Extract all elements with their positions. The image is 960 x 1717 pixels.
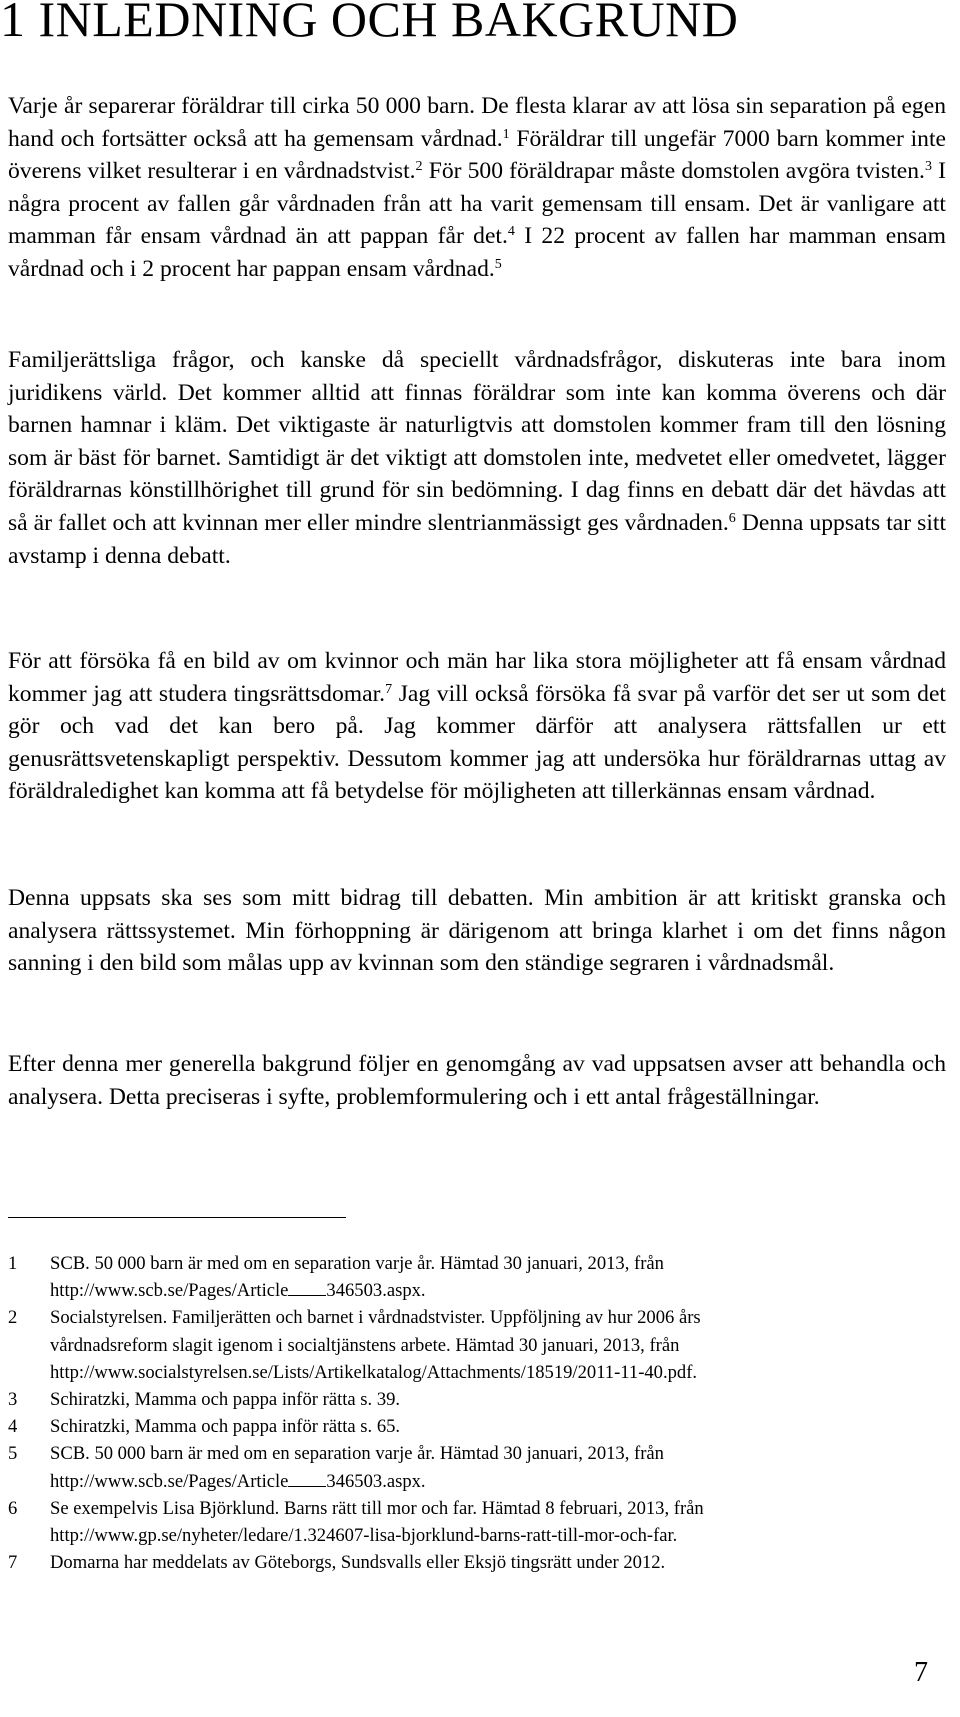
footnote-ref[interactable]: 6	[728, 510, 736, 526]
footnote-text: SCB. 50 000 barn är med om en separation varje år. Hämtad 30 januari, 2013, från	[50, 1253, 664, 1274]
footnote-item	[8, 1386, 908, 1413]
sentence: Familjerättsliga frågor, och kanske då speciellt vårdnadsfrågor, diskuteras inte bara inom juridikens värld. Det kommer alltid att finnas föräldrar som inte kan komma överens och där barnen hamnar i kläm. Det viktigaste är naturligtvis att domstolen kommer fram till den lösning som är bäst för barnet. Samtidigt är det viktigt att domstolen inte, medvetet eller omedvetet, lägger föräldrarnas könstillhörighet till grund för sin bedömning. I dag finns en debatt där det hävdas att så är fallet och att kvinnan mer eller mindre slentrianmässigt ges vårdnaden.	[8, 347, 946, 536]
footnote-text: Schiratzki, Mamma och pappa inför rätta s. 39.	[50, 1389, 401, 1411]
footnote-item	[8, 1440, 908, 1494]
sentence: För att försöka få en bild av om kvinnor och män har lika stora möjligheter att få ensam vårdnad kommer jag att studera tingsrättsdomar.	[8, 648, 946, 707]
footnote-list	[8, 1250, 908, 1576]
underline-gap	[288, 1279, 326, 1296]
footnote-ref[interactable]: 7	[385, 681, 393, 697]
footnote-separator	[8, 1217, 346, 1218]
footnote-number: 4	[8, 1416, 18, 1438]
footnote-item	[8, 1495, 908, 1549]
chapter-heading: 1 INLEDNING OCH BAKGRUND	[0, 0, 739, 47]
paragraph-outline: Efter denna mer generella bakgrund följer en genomgång av vad uppsatsen avser att behandla och analysera. Detta preciseras i syfte, problemformulering och i ett antal frågeställningar.	[8, 1051, 946, 1110]
footnote-number: 3	[8, 1389, 18, 1411]
sentence: Varje år separerar föräldrar till cirka 50 000 barn. De flesta klarar av att lösa sin separation på egen hand och fortsätter också att ha gemensam vårdnad.	[8, 93, 946, 152]
paragraph-background-statistics	[8, 90, 946, 286]
footnote-ref[interactable]: 3	[924, 159, 932, 175]
paragraph-debate	[8, 344, 946, 572]
footnote-number: 1	[8, 1253, 18, 1274]
footnote-text: SCB. 50 000 barn är med om en separation varje år. Hämtad 30 januari, 2013, från	[50, 1443, 664, 1465]
footnote-ref[interactable]: 2	[415, 159, 423, 175]
footnote-item	[8, 1250, 908, 1304]
sentence: I 22 procent av fallen har mamman ensam vårdnad och i 2 procent har pappan ensam vårdnad.	[8, 223, 947, 282]
footnote-text: vårdnadsreform slagit igenom i socialtjänstens arbete. Hämtad 30 januari, 2013, från	[50, 1334, 680, 1356]
footnote-link-part: http://www.scb.se/Pages/Article	[50, 1280, 289, 1302]
sentence: Denna uppsats tar sitt avstamp i denna debatt.	[8, 509, 947, 569]
footnote-link[interactable]	[50, 1277, 908, 1304]
footnote-text: Socialstyrelsen. Familjerätten och barnet i vårdnadstvister. Uppföljning av hur 2006 års	[50, 1307, 701, 1329]
sentence: För 500 föräldrapar måste domstolen avgöra tvisten.	[422, 158, 925, 185]
footnote-ref[interactable]: 5	[494, 256, 502, 272]
footnote-number: 5	[8, 1443, 18, 1465]
footnote-text: Domarna har meddelats av Göteborgs, Sundsvalls eller Eksjö tingsrätt under 2012.	[50, 1552, 666, 1574]
paragraph-ambition: Denna uppsats ska ses som mitt bidrag till debatten. Min ambition är att kritiskt granska och analysera rättssystemet. Min förhoppning är därigenom att bringa klarhet i om det finns någon sanning i den bild som målas upp av kvinnan som den ständige segraren i vårdnadsmål.	[8, 885, 946, 977]
sentence: Jag vill också försöka få svar på varför det ser ut som det gör och vad det kan bero på. Jag kommer därför att analysera rättsfallen ur ett genusrättsvetenskapligt perspektiv. Dessutom kommer jag att undersöka hur föräldrarnas uttag av föräldraledighet kan komma att få betydelse för möjligheten att tillerkännas ensam vårdnad.	[8, 680, 946, 805]
paragraph-method	[8, 645, 946, 808]
footnote-ref[interactable]: 4	[507, 224, 515, 240]
footnote-link[interactable]: http://www.socialstyrelsen.se/Lists/Artikelkatalog/Attachments/18519/2011-11-40.pdf.	[50, 1361, 698, 1383]
footnote-number: 7	[8, 1552, 18, 1574]
footnote-number: 6	[8, 1497, 18, 1519]
footnote-link-part: 346503.aspx.	[326, 1280, 426, 1302]
footnote-ref[interactable]: 1	[502, 126, 510, 142]
footnote-item	[8, 1413, 908, 1440]
sentence: Föräldrar till ungefär 7000 barn kommer inte överens vilket resulterar i en vårdnadstvist.	[8, 125, 946, 185]
footnote-link-part: http://www.scb.se/Pages/Article	[50, 1470, 289, 1492]
underline-gap	[288, 1470, 326, 1487]
footnote-item	[8, 1304, 908, 1386]
footnote-text: Schiratzki, Mamma och pappa inför rätta s. 65.	[50, 1416, 401, 1438]
footnote-link[interactable]: http://www.gp.se/nyheter/ledare/1.324607-lisa-bjorklund-barns-ratt-till-mor-och-far.	[50, 1525, 678, 1547]
sentence: I några procent av fallen går vårdnaden från att ha varit gemensam till ensam. Det är vanligare att mamman får ensam vårdnad än att pappan får det.	[8, 158, 946, 250]
footnote-link-part: 346503.aspx.	[326, 1470, 426, 1492]
footnote-item	[8, 1549, 908, 1576]
footnote-number: 2	[8, 1307, 18, 1329]
footnote-link[interactable]	[50, 1468, 908, 1495]
page-number: 7	[914, 1657, 928, 1688]
footnote-text: Se exempelvis Lisa Björklund. Barns rätt till mor och far. Hämtad 8 februari, 2013, från	[50, 1497, 704, 1519]
